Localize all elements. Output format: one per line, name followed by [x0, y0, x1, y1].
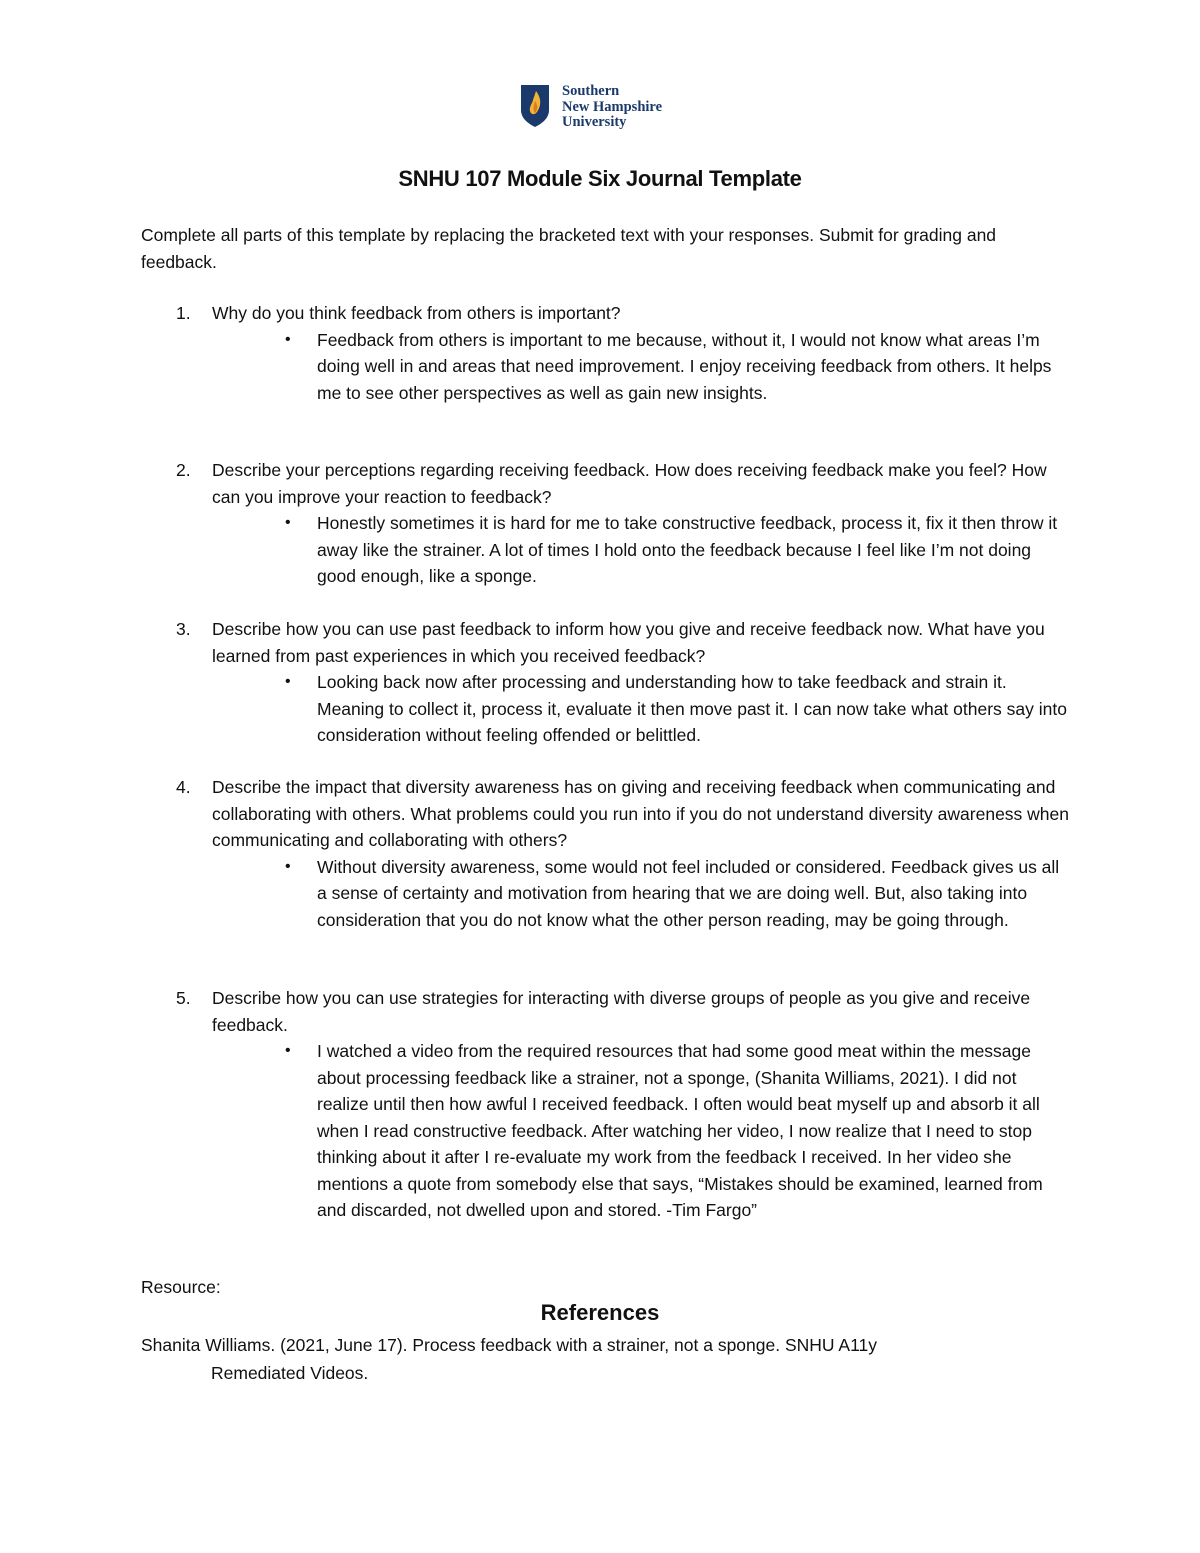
references-heading: References [540, 1300, 660, 1325]
question-number: 2. [176, 460, 191, 480]
reference-entry [141, 1331, 1041, 1387]
answer-text: Without diversity awareness, some would not feel included or considered. Feedback gives us all a sense of certainty and motivation from hearing that we are doing well. But, also taking into consideration that you do not know what the other person reading, may be going through. [317, 856, 1060, 930]
logo-wordmark [562, 84, 662, 131]
reference-line: Shanita Williams. (2021, June 17). Process feedback with a strainer, not a sponge. SNHU A11y [141, 1335, 878, 1355]
reference-line: Remediated Videos. [211, 1363, 369, 1383]
answer-text: Honestly sometimes it is hard for me to take constructive feedback, process it, fix it then throw it away like the strainer. A lot of times I hold onto the feedback because I feel like I’m not doing good enough, like a sponge. [317, 513, 1058, 586]
answer-bullet [285, 854, 1067, 934]
question-item-5 [141, 985, 1071, 1224]
question-text: Describe your perceptions regarding receiving feedback. How does receiving feedback make you feel? How can you improve your reaction to feedback? [212, 460, 1047, 507]
question-number: 4. [176, 777, 191, 797]
bullet-icon: • [285, 514, 291, 531]
bullet-icon: • [285, 673, 291, 690]
question-number: 3. [176, 619, 191, 639]
question-number: 1. [176, 303, 191, 323]
question-text: Describe how you can use strategies for interacting with diverse groups of people as you give and receive feedback. [212, 988, 1031, 1035]
answer-text: Feedback from others is important to me because, without it, I would not know what areas I’m doing well in and areas that need improvement. I enjoy receiving feedback from others. It helps me to see other perspectives as well as gain new insights. [317, 329, 1052, 403]
bullet-icon: • [285, 857, 291, 875]
question-text: Describe the impact that diversity awareness has on giving and receiving feedback when communicating and collaborating with others. What problems could you run into if you do not understand diversity awareness when communicating and collaborating with others? [212, 777, 1069, 850]
flame-shield-icon [520, 84, 550, 128]
answer-text: I watched a video from the required resources that had some good meat within the message about processing feedback like a strainer, not a sponge, (Shanita Williams, 2021). I did not realize until then how awful I received feedback. I often would beat myself up and absorb it all when I read constructive feedback. After watching her video, I now realize that I need to stop thinking about it after I re-evaluate my work from the feedback I received. In her video she mentions a quote from somebody else that says, “Mistakes should be examined, learned from and discarded, not dwelled upon and stored. -Tim Fargo” [317, 1041, 1043, 1220]
answer-text: Looking back now after processing and understanding how to take feedback and strain it. Meaning to collect it, process it, evaluate it then move past it. I can now take what others say into consideration without feeling offended or belittled. [317, 672, 1067, 745]
bullet-icon: • [285, 330, 291, 348]
intro-paragraph: Complete all parts of this template by replacing the bracketed text with your responses. Submit for grading and feedback. [141, 225, 997, 272]
university-logo [520, 84, 662, 131]
question-item-2 [141, 457, 1071, 590]
resource-label: Resource: [141, 1277, 221, 1297]
question-item-3 [141, 616, 1071, 749]
answer-bullet [285, 510, 1067, 590]
question-number: 5. [176, 988, 191, 1008]
question-item-1 [141, 300, 1071, 406]
bullet-icon: • [285, 1042, 291, 1059]
question-text: Why do you think feedback from others is important? [212, 303, 621, 323]
answer-bullet [285, 669, 1067, 749]
answer-bullet [285, 327, 1067, 407]
question-item-4 [141, 774, 1071, 933]
logo-line: University [562, 114, 627, 130]
logo-line: New Hampshire [562, 98, 663, 115]
page-title: SNHU 107 Module Six Journal Template [398, 166, 802, 191]
answer-bullet [285, 1038, 1067, 1224]
question-text: Describe how you can use past feedback to inform how you give and receive feedback now. What have you learned from past experiences in which you received feedback? [212, 619, 1045, 666]
logo-line: Southern [562, 83, 620, 99]
